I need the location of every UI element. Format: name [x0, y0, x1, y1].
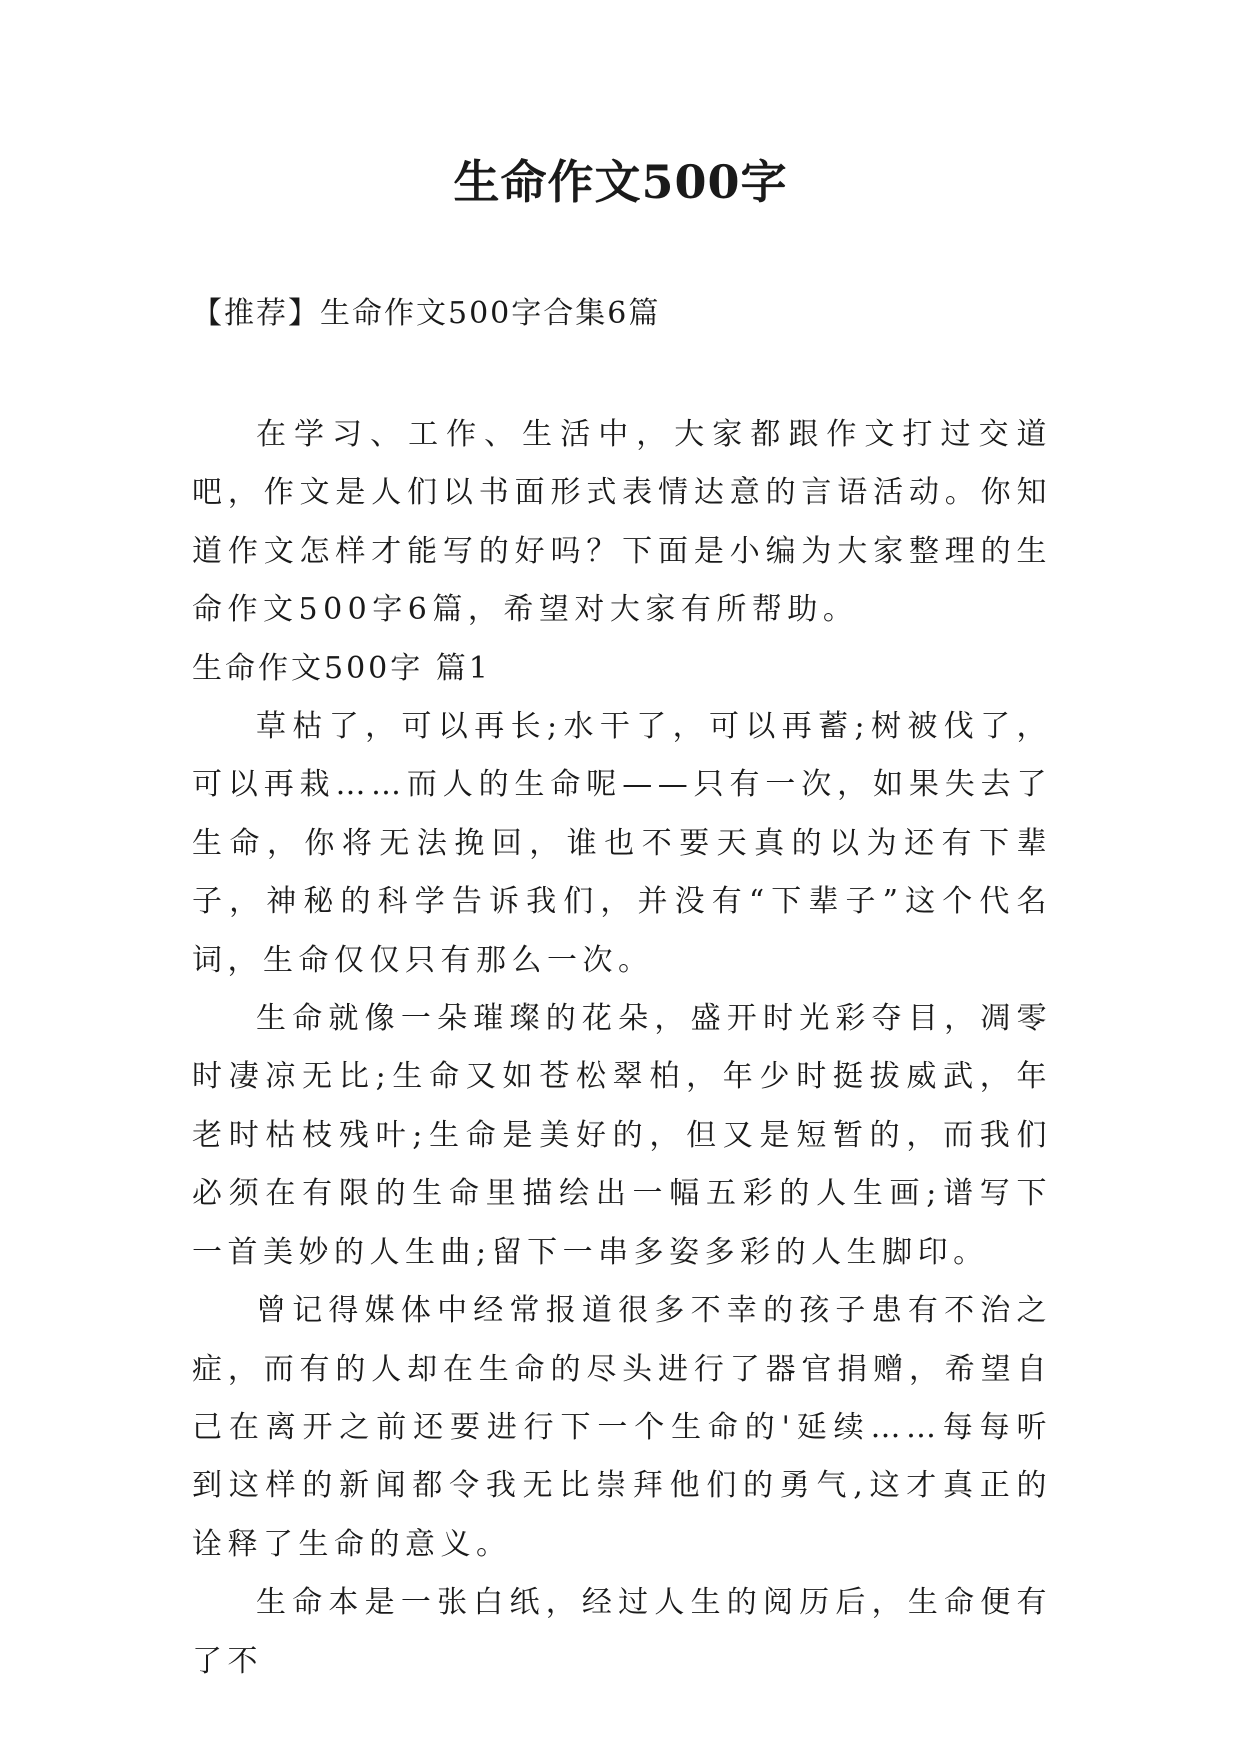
intro-paragraph: 在学习、工作、生活中，大家都跟作文打过交道吧，作文是人们以书面形式表情达意的言语活动。你知道作文怎样才能写的好吗？下面是小编为大家整理的生命作文500字6篇，希望对大家有所帮助。: [192, 417, 1052, 628]
document-title: 生命作文500字: [453, 155, 788, 209]
body-paragraph: 草枯了，可以再长;水干了，可以再蓄;树被伐了，可以再栽……而人的生命呢——只有一次，如果失去了生命，你将无法挽回，谁也不要天真的以为还有下辈子，神秘的科学告诉我们，并没有“下辈子”这个代名词，生命仅仅只有那么一次。: [192, 709, 1052, 978]
body-paragraph: 曾记得媒体中经常报道很多不幸的孩子患有不治之症，而有的人却在生命的尽头进行了器官捐赠，希望自己在离开之前还要进行下一个生命的'延续……每每听到这样的新闻都令我无比崇拜他们的勇气,这才真正的诠释了生命的意义。: [192, 1293, 1052, 1562]
section-heading: 生命作文500字 篇1: [192, 650, 491, 686]
document-body: [192, 406, 1052, 1691]
document-subtitle: 【推荐】生命作文500字合集6篇: [192, 296, 661, 331]
body-paragraph: 生命就像一朵璀璨的花朵，盛开时光彩夺目，凋零时凄凉无比;生命又如苍松翠柏，年少时挺拔威武，年老时枯枝残叶;生命是美好的，但又是短暂的，而我们必须在有限的生命里描绘出一幅五彩的人生画;谱写下一首美妙的人生曲;留下一串多姿多彩的人生脚印。: [192, 1001, 1052, 1270]
body-paragraph: 生命本是一张白纸，经过人生的阅历后，生命便有了不: [192, 1585, 1052, 1679]
